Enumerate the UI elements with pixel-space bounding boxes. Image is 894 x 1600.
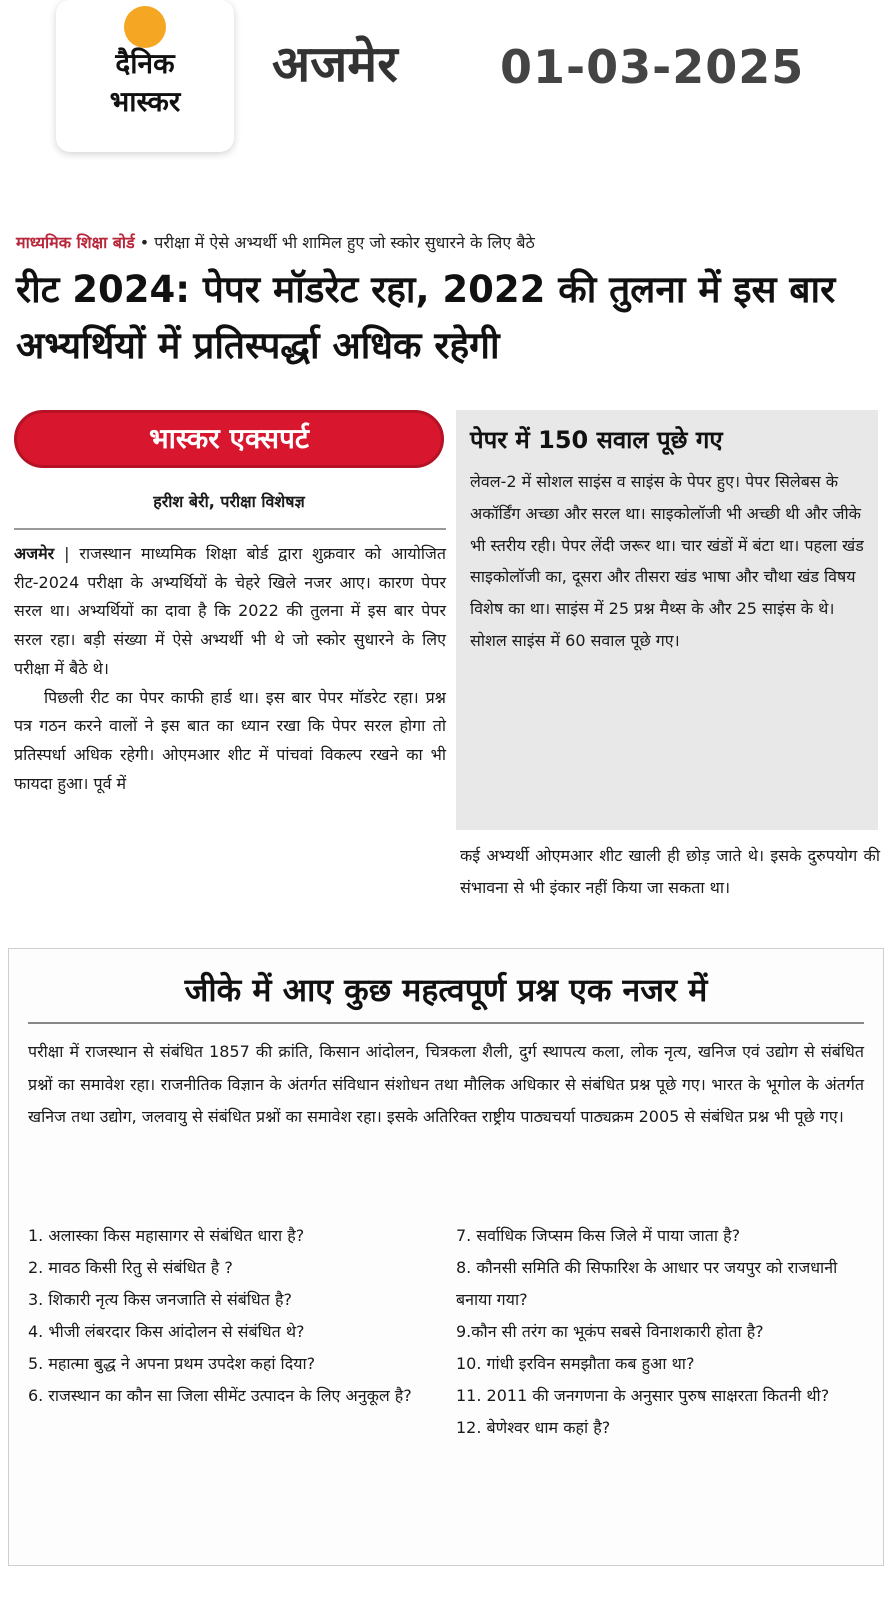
question-item: 10. गांधी इरविन समझौता कब हुआ था? xyxy=(456,1354,695,1373)
sidebar-box xyxy=(456,410,878,830)
expert-badge: भास्कर एक्सपर्ट xyxy=(14,410,444,468)
logo-line-2: भास्कर xyxy=(109,85,181,118)
sidebar-body: लेवल-2 में सोशल साइंस व साइंस के पेपर हुए। पेपर सिलेबस के अकॉर्डिंग अच्छा और सरल था। साइकोलॉजी भी अच्छी थी और जीके भी स्तरीय रही। पेपर लेंदी जरूर था। चार खंडों में बंटा था। पहला खंड साइकोलॉजी का, दूसरा और तीसरा खंड भाषा और चौथा खंड विषय विशेष का था। साइंस में 25 प्रश्न मैथ्स के और 25 साइंस के थे। सोशल साइंस में 60 सवाल पूछे गए। xyxy=(470,472,864,650)
question-item: 12. बेणेश्वर धाम कहां है? xyxy=(456,1418,611,1437)
question-item: 3. शिकारी नृत्य किस जनजाति से संबंधित है? xyxy=(28,1290,292,1309)
logo-line-1: दैनिक xyxy=(115,47,175,80)
paragraph-1 xyxy=(14,540,446,684)
kicker-text: • परीक्षा में ऐसे अभ्यर्थी भी शामिल हुए जो स्कोर सुधारने के लिए बैठे xyxy=(134,233,535,252)
edition-date: 01-03-2025 xyxy=(500,40,805,94)
sidebar-title: पेपर में 150 सवाल पूछे गए xyxy=(470,426,723,454)
question-item: 1. अलास्का किस महासागर से संबंधित धारा है? xyxy=(28,1226,305,1245)
question-item: 7. सर्वाधिक जिप्सम किस जिले में पाया जाता है? xyxy=(456,1226,741,1245)
headline: रीट 2024: पेपर मॉडरेट रहा, 2022 की तुलना में इस बार अभ्यर्थियों में प्रतिस्पर्द्धा अधिक रहेगी xyxy=(16,268,836,367)
divider xyxy=(14,528,446,530)
article-body-left xyxy=(14,540,446,798)
paragraph-1-text: | राजस्थान माध्यमिक शिक्षा बोर्ड द्वारा शुक्रवार को आयोजित रीट-2024 परीक्षा के अभ्यर्थियों के चेहरे खिले नजर आए। कारण पेपर सरल था। अभ्यर्थियों का दावा है कि 2022 की तुलना में इस बार पेपर सरल रहा। बड़ी संख्या में ऐसे अभ्यर्थी भी थे जो स्कोर सुधारने के लिए परीक्षा में बैठे थे। xyxy=(14,544,446,678)
gk-intro: परीक्षा में राजस्थान से संबंधित 1857 की क्रांति, किसान आंदोलन, चित्रकला शैली, दुर्ग स्थापत्य कला, लोक नृत्य, खनिज एवं उद्योग से संबंधित प्रश्नों का समावेश रहा। राजनीतिक विज्ञान के अंतर्गत संविधान संशोधन तथा मौलिक अधिकार से संबंधित प्रश्न पूछे गए। भारत के भूगोल के अंतर्गत खनिज तथा उद्योग, जलवायु से संबंधित प्रश्नों का समावेश रहा। इसके अतिरिक्त राष्ट्रीय पाठ्यचर्या पाठ्यक्रम 2005 से संबंधित प्रश्न भी पूछे गए। xyxy=(28,1042,864,1126)
questions-left-column xyxy=(28,1220,440,1412)
kicker xyxy=(16,230,886,256)
logo-sun-icon xyxy=(124,6,166,48)
kicker-category: माध्यमिक शिक्षा बोर्ड xyxy=(16,233,135,252)
article-body-continuation: कई अभ्यर्थी ओएमआर शीट खाली ही छोड़ जाते थे। इसके दुरुपयोग की संभावना से भी इंकार नहीं किया जा सकता था। xyxy=(460,846,880,897)
question-item: 2. मावठ किसी रितु से संबंधित है ? xyxy=(28,1258,233,1277)
question-item: 4. भीजी लंबरदार किस आंदोलन से संबंधित थे? xyxy=(28,1322,305,1341)
question-item: 11. 2011 की जनगणना के अनुसार पुरुष साक्षरता कितनी थी? xyxy=(456,1386,830,1405)
byline: हरीश बेरी, परीक्षा विशेषज्ञ xyxy=(153,492,305,511)
paragraph-2: पिछली रीट का पेपर काफी हार्ड था। इस बार पेपर मॉडरेट रहा। प्रश्न पत्र गठन करने वालों ने इस बात का ध्यान रखा कि पेपर सरल होगा तो प्रतिस्पर्धा अधिक रहेगी। ओएमआर शीट में पांचवां विकल्प रखने का भी फायदा हुआ। पूर्व में xyxy=(14,687,446,793)
gk-title: जीके में आए कुछ महत्वपूर्ण प्रश्न एक नजर में xyxy=(184,971,708,1009)
gk-divider xyxy=(28,1022,864,1024)
question-item: 6. राजस्थान का कौन सा जिला सीमेंट उत्पादन के लिए अनुकूल है? xyxy=(28,1386,412,1405)
question-item: 9.कौन सी तरंग का भूकंप सबसे विनाशकारी होता है? xyxy=(456,1322,764,1341)
dateline: अजमेर xyxy=(14,544,55,563)
question-item: 8. कौनसी समिति की सिफारिश के आधार पर जयपुर को राजधानी बनाया गया? xyxy=(456,1258,838,1309)
edition-city: अजमेर xyxy=(272,35,398,93)
questions-right-column xyxy=(456,1220,864,1444)
question-item: 5. महात्मा बुद्ध ने अपना प्रथम उपदेश कहां दिया? xyxy=(28,1354,316,1373)
